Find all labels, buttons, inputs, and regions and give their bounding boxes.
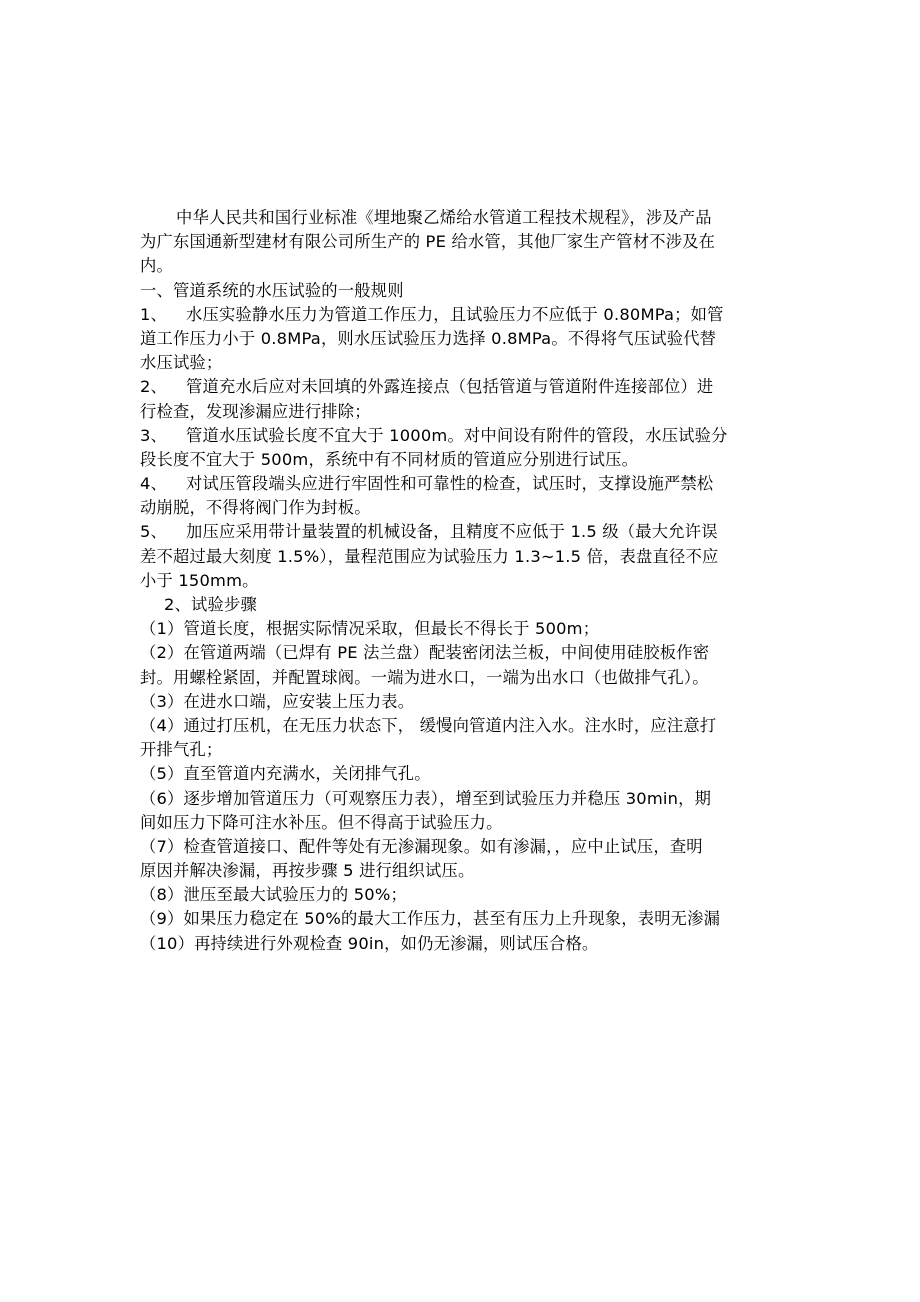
rule-2-line-2: 行检查，发现渗漏应进行排除； [140,401,371,421]
step-line: （1）管道长度，根据实际情况采取，但最长不得长于 500m； [140,619,600,639]
step-line: （9）如果压力稳定在 50%的最大工作压力，甚至有压力上升现象，表明无渗漏 [140,909,721,929]
rule-2-line-1 [140,375,790,399]
rule-3-line-2: 段长度不宜大于 500m，系统中有不同材质的管道应分别进行试压。 [140,449,639,469]
rule-1-line-2: 道工作压力小于 0.8MPa，则水压试验压力选择 0.8MPa。不得将气压试验代替 [140,328,717,348]
rule-5-line-1 [140,520,790,544]
rule-number: 4、 [140,474,168,494]
step-line: （5）直至管道内充满水，关闭排气孔。 [140,764,431,784]
intro-line-3: 内。 [140,256,173,276]
step-line: （3）在进水口端，应安装上压力表。 [140,691,415,711]
rule-3-line-1 [140,424,790,448]
step-line: （7）检查管道接口、配件等处有无渗漏现象。如有渗漏，，应中止试压，查明 [140,836,703,856]
step-line: 原因并解决渗漏，再按步骤 5 进行组织试压。 [140,861,475,881]
section-2-heading: 2、试验步骤 [164,595,257,614]
step-line: （10）再持续进行外观检查 90in，如仍无渗漏，则试压合格。 [140,933,599,953]
rule-number: 3、 [140,425,168,445]
rule-number: 1、 [140,304,168,324]
rule-5-line-2: 差不超过最大刻度 1.5%），量程范围应为试验压力 1.3~1.5 倍，表盘直径不应 [140,546,719,566]
section-1-heading: 一、管道系统的水压试验的一般规则 [140,280,404,300]
intro-line-2: 为广东国通新型建材有限公司所生产的 PE 给水管，其他厂家生产管材不涉及在 [140,232,716,252]
rule-4-line-2: 动崩脱，不得将阀门作为封板。 [140,498,371,518]
step-line: （4）通过打压机，在无压力状态下， 缓慢向管道内注入水。注水时，应注意打 [140,715,717,735]
step-line: （6）逐步增加管道压力（可观察压力表），增至到试验压力并稳压 30min，期 [140,788,712,808]
step-line: （2）在管道两端（已焊有 PE 法兰盘）配装密闭法兰板，中间使用硅胶板作密 [140,643,710,663]
document-body [140,206,790,956]
rule-text: 管道水压试验长度不宜大于 1000m。对中间设有附件的管段，水压试验分 [186,425,728,445]
rule-text: 对试压管段端头应进行牢固性和可靠性的检查，试压时，支撑设施严禁松 [186,474,714,494]
rule-5-line-3: 小于 150mm。 [140,570,259,590]
rule-number: 5、 [140,522,168,542]
step-line: 开排气孔； [140,740,223,760]
rule-text: 加压应采用带计量装置的机械设备，且精度不应低于 1.5 级（最大允许误 [186,522,718,542]
rule-1-line-3: 水压试验； [140,353,223,373]
rule-number: 2、 [140,377,168,397]
step-line: 封。用螺栓紧固，并配置球阀。一端为进水口，一端为出水口（也做排气孔）。 [140,667,709,687]
step-line: 间如压力下降可注水补压。但不得高于试验压力。 [140,812,503,832]
rule-4-line-1 [140,472,790,496]
rule-1-line-1 [140,303,790,327]
rule-text: 水压实验静水压力为管道工作压力，且试验压力不应低于 0.80MPa；如管 [186,304,724,324]
step-line: （8）泄压至最大试验压力的 50%； [140,885,407,905]
intro-line-1: 中华人民共和国行业标准《埋地聚乙烯给水管道工程技术规程》，涉及产品 [176,208,712,227]
rule-text: 管道充水后应对未回填的外露连接点（包括管道与管道附件连接部位）进 [186,377,714,397]
